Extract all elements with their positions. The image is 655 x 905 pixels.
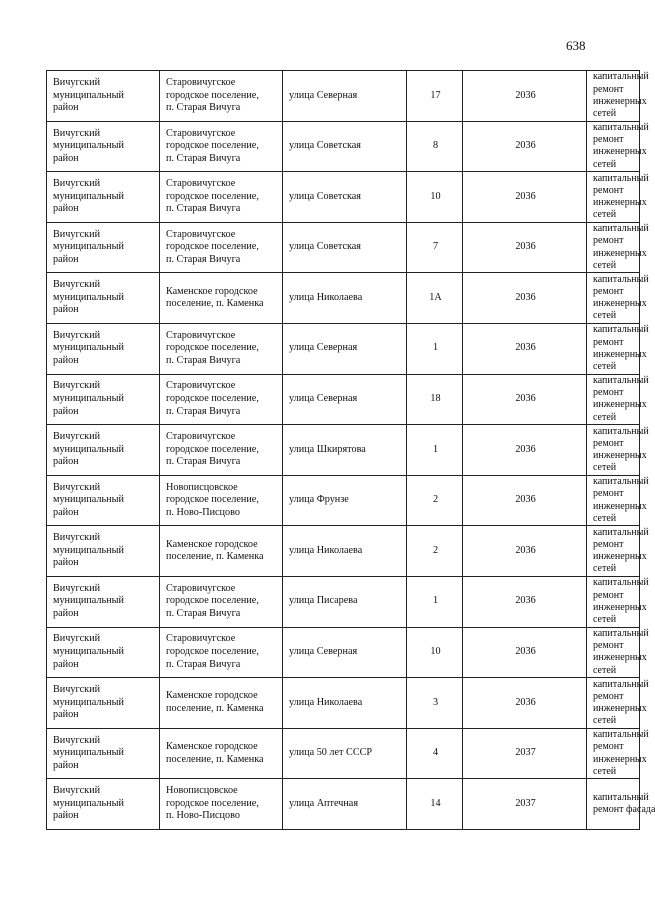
year-cell: 2036 xyxy=(463,71,587,122)
work-type-cell-line: инженерных xyxy=(593,601,647,613)
district-cell-line: район xyxy=(53,759,79,771)
settlement-cell xyxy=(160,779,283,830)
work-type-cell-line: инженерных xyxy=(593,399,647,411)
district-cell xyxy=(47,779,160,830)
settlement-cell xyxy=(160,273,283,324)
district-cell xyxy=(47,576,160,627)
work-type-cell xyxy=(587,425,649,476)
district-cell-line: Вичугский xyxy=(53,279,101,291)
settlement-cell-line: п. Старая Вичуга xyxy=(166,456,241,468)
settlement-cell-line: п. Старая Вичуга xyxy=(166,608,241,620)
work-type-cell-line: капитальный xyxy=(593,476,649,488)
district-cell-line: район xyxy=(53,658,79,670)
district-cell-line: Вичугский xyxy=(53,582,101,594)
settlement-cell-line: п. Старая Вичуга xyxy=(166,102,241,114)
district-cell-line: муниципальный xyxy=(53,747,124,759)
settlement-cell xyxy=(160,475,283,526)
work-type-cell-line: ремонт xyxy=(593,387,624,399)
street-cell: улица Северная xyxy=(283,323,407,374)
year-cell: 2037 xyxy=(463,779,587,830)
street-cell: улица Шкирятова xyxy=(283,425,407,476)
street-cell: улица Советская xyxy=(283,222,407,273)
table-body xyxy=(47,71,655,830)
house-number-cell: 10 xyxy=(407,172,463,223)
work-type-cell-line: капитальный xyxy=(593,577,649,589)
work-type-cell-line: капитальный xyxy=(593,121,649,133)
settlement-cell-line: городское поселение, xyxy=(166,89,259,101)
district-cell-line: муниципальный xyxy=(53,241,124,253)
street-cell: улица Писарева xyxy=(283,576,407,627)
settlement-cell-line: Новописцовское xyxy=(166,785,238,797)
work-type-cell-line: ремонт xyxy=(593,589,624,601)
house-number-cell: 17 xyxy=(407,71,463,122)
settlement-cell-line: городское поселение, xyxy=(166,393,259,405)
district-cell-line: муниципальный xyxy=(53,595,124,607)
table-row xyxy=(47,121,640,172)
district-cell-line: район xyxy=(53,203,79,215)
street-cell: улица Николаева xyxy=(283,273,407,324)
settlement-cell-line: Старовичугское xyxy=(166,329,236,341)
year-cell: 2036 xyxy=(463,678,587,729)
district-cell-line: муниципальный xyxy=(53,443,124,455)
settlement-cell-line: Каменское городское xyxy=(166,740,258,752)
table-row xyxy=(47,475,640,526)
house-number-cell: 4 xyxy=(407,728,463,779)
district-cell-line: Вичугский xyxy=(53,633,101,645)
settlement-cell-line: Старовичугское xyxy=(166,127,236,139)
district-cell-line: муниципальный xyxy=(53,89,124,101)
district-cell-line: район xyxy=(53,557,79,569)
work-type-cell-line: капитальный xyxy=(593,324,649,336)
settlement-cell-line: Старовичугское xyxy=(166,633,236,645)
work-type-cell xyxy=(587,121,649,172)
street-cell: улица Северная xyxy=(283,71,407,122)
district-cell xyxy=(47,475,160,526)
district-cell-line: район xyxy=(53,506,79,518)
settlement-cell-line: п. Ново-Писцово xyxy=(166,506,240,518)
settlement-cell-line: поселение, п. Каменка xyxy=(166,551,264,563)
work-type-cell-line: сетей xyxy=(593,411,617,423)
settlement-cell xyxy=(160,323,283,374)
district-cell xyxy=(47,121,160,172)
work-type-cell-line: сетей xyxy=(593,715,617,727)
work-type-cell-line: инженерных xyxy=(593,146,647,158)
settlement-cell-line: п. Ново-Писцово xyxy=(166,810,240,822)
settlement-cell-line: Старовичугское xyxy=(166,380,236,392)
year-cell: 2036 xyxy=(463,425,587,476)
settlement-cell xyxy=(160,71,283,122)
settlement-cell-line: п. Старая Вичуга xyxy=(166,658,241,670)
work-type-cell-line: сетей xyxy=(593,310,617,322)
work-type-cell-line: инженерных xyxy=(593,298,647,310)
work-type-cell-line: сетей xyxy=(593,765,617,777)
work-type-cell-line: капитальный xyxy=(593,526,649,538)
table-row xyxy=(47,728,640,779)
work-type-cell-line: сетей xyxy=(593,209,617,221)
district-cell-line: район xyxy=(53,709,79,721)
year-cell: 2036 xyxy=(463,627,587,678)
district-cell-line: район xyxy=(53,355,79,367)
table-row xyxy=(47,678,640,729)
house-number-cell: 1 xyxy=(407,576,463,627)
work-type-cell-line: сетей xyxy=(593,512,617,524)
district-cell-line: Вичугский xyxy=(53,734,101,746)
work-type-cell-line: инженерных xyxy=(593,652,647,664)
settlement-cell xyxy=(160,374,283,425)
table-row xyxy=(47,172,640,223)
table-row xyxy=(47,627,640,678)
district-cell-line: Вичугский xyxy=(53,785,101,797)
work-type-cell-line: капитальный xyxy=(593,223,649,235)
district-cell xyxy=(47,374,160,425)
house-number-cell: 7 xyxy=(407,222,463,273)
house-number-cell: 18 xyxy=(407,374,463,425)
district-cell-line: муниципальный xyxy=(53,393,124,405)
work-type-cell xyxy=(587,627,649,678)
district-cell-line: район xyxy=(53,456,79,468)
settlement-cell-line: поселение, п. Каменка xyxy=(166,753,264,765)
year-cell: 2036 xyxy=(463,526,587,577)
settlement-cell xyxy=(160,222,283,273)
district-cell xyxy=(47,425,160,476)
house-number-cell: 1 xyxy=(407,323,463,374)
table-row xyxy=(47,779,640,830)
work-type-cell-line: ремонт фасада xyxy=(593,804,655,816)
street-cell: улица Советская xyxy=(283,172,407,223)
year-cell: 2036 xyxy=(463,172,587,223)
district-cell xyxy=(47,71,160,122)
house-number-cell: 10 xyxy=(407,627,463,678)
settlement-cell xyxy=(160,526,283,577)
work-type-cell-line: инженерных xyxy=(593,95,647,107)
house-number-cell: 2 xyxy=(407,526,463,577)
work-type-cell xyxy=(587,374,649,425)
work-type-cell-line: ремонт xyxy=(593,83,624,95)
street-cell: улица Северная xyxy=(283,374,407,425)
work-type-cell xyxy=(587,526,649,577)
settlement-cell-line: Новописцовское xyxy=(166,481,238,493)
table-row xyxy=(47,374,640,425)
work-type-cell-line: капитальный xyxy=(593,425,649,437)
work-type-cell-line: ремонт xyxy=(593,134,624,146)
work-type-cell-line: ремонт xyxy=(593,741,624,753)
work-type-cell-line: капитальный xyxy=(593,374,649,386)
table-row xyxy=(47,425,640,476)
year-cell: 2036 xyxy=(463,222,587,273)
district-cell xyxy=(47,728,160,779)
settlement-cell-line: Старовичугское xyxy=(166,178,236,190)
work-type-cell-line: ремонт xyxy=(593,488,624,500)
work-type-cell xyxy=(587,273,649,324)
work-type-cell-line: инженерных xyxy=(593,702,647,714)
house-number-cell: 8 xyxy=(407,121,463,172)
district-cell xyxy=(47,273,160,324)
district-cell xyxy=(47,172,160,223)
table-row xyxy=(47,273,640,324)
work-type-cell-line: инженерных xyxy=(593,500,647,512)
settlement-cell-line: п. Старая Вичуга xyxy=(166,152,241,164)
settlement-cell-line: Старовичугское xyxy=(166,76,236,88)
district-cell-line: муниципальный xyxy=(53,797,124,809)
work-type-cell-line: ремонт xyxy=(593,640,624,652)
settlement-cell-line: городское поселение, xyxy=(166,140,259,152)
district-cell-line: район xyxy=(53,102,79,114)
work-type-cell-line: ремонт xyxy=(593,285,624,297)
district-cell-line: муниципальный xyxy=(53,140,124,152)
street-cell: улица Северная xyxy=(283,627,407,678)
year-cell: 2037 xyxy=(463,728,587,779)
work-type-cell-line: ремонт xyxy=(593,235,624,247)
settlement-cell xyxy=(160,121,283,172)
work-type-cell-line: сетей xyxy=(593,158,617,170)
district-cell-line: муниципальный xyxy=(53,342,124,354)
work-type-cell-line: инженерных xyxy=(593,196,647,208)
house-number-cell: 1 xyxy=(407,425,463,476)
work-type-cell-line: сетей xyxy=(593,360,617,372)
settlement-cell-line: п. Старая Вичуга xyxy=(166,253,241,265)
year-cell: 2036 xyxy=(463,273,587,324)
district-cell xyxy=(47,526,160,577)
settlement-cell xyxy=(160,728,283,779)
district-cell-line: район xyxy=(53,304,79,316)
work-type-cell-line: капитальный xyxy=(593,71,649,83)
settlement-cell xyxy=(160,627,283,678)
settlement-cell-line: поселение, п. Каменка xyxy=(166,298,264,310)
settlement-cell-line: Старовичугское xyxy=(166,582,236,594)
work-type-cell xyxy=(587,475,649,526)
settlement-cell xyxy=(160,172,283,223)
work-type-cell-line: ремонт xyxy=(593,690,624,702)
street-cell: улица Николаева xyxy=(283,526,407,577)
year-cell: 2036 xyxy=(463,475,587,526)
work-type-cell-line: ремонт xyxy=(593,336,624,348)
repair-schedule-table xyxy=(46,70,655,830)
district-cell-line: Вичугский xyxy=(53,76,101,88)
district-cell-line: муниципальный xyxy=(53,646,124,658)
district-cell xyxy=(47,678,160,729)
settlement-cell-line: Каменское городское xyxy=(166,285,258,297)
settlement-cell-line: городское поселение, xyxy=(166,190,259,202)
district-cell-line: район xyxy=(53,810,79,822)
year-cell: 2036 xyxy=(463,576,587,627)
work-type-cell-line: ремонт xyxy=(593,538,624,550)
district-cell-line: муниципальный xyxy=(53,291,124,303)
work-type-cell-line: сетей xyxy=(593,664,617,676)
work-type-cell-line: сетей xyxy=(593,613,617,625)
street-cell: улица Советская xyxy=(283,121,407,172)
settlement-cell-line: городское поселение, xyxy=(166,595,259,607)
district-cell-line: муниципальный xyxy=(53,494,124,506)
street-cell: улица Фрунзе xyxy=(283,475,407,526)
work-type-cell xyxy=(587,323,649,374)
year-cell: 2036 xyxy=(463,121,587,172)
work-type-cell-line: сетей xyxy=(593,108,617,119)
work-type-cell-line: капитальный xyxy=(593,273,649,285)
settlement-cell-line: городское поселение, xyxy=(166,443,259,455)
house-number-cell: 3 xyxy=(407,678,463,729)
house-number-cell: 1А xyxy=(407,273,463,324)
district-cell-line: Вичугский xyxy=(53,228,101,240)
settlement-cell xyxy=(160,576,283,627)
street-cell: улица 50 лет СССР xyxy=(283,728,407,779)
settlement-cell-line: п. Старая Вичуга xyxy=(166,355,241,367)
district-cell xyxy=(47,323,160,374)
work-type-cell-line: капитальный xyxy=(593,678,649,690)
settlement-cell-line: поселение, п. Каменка xyxy=(166,702,264,714)
work-type-cell-line: инженерных xyxy=(593,247,647,259)
settlement-cell-line: городское поселение, xyxy=(166,797,259,809)
table-row xyxy=(47,323,640,374)
work-type-cell-line: ремонт xyxy=(593,437,624,449)
work-type-cell-line: инженерных xyxy=(593,551,647,563)
work-type-cell-line: капитальный xyxy=(593,627,649,639)
district-cell xyxy=(47,222,160,273)
settlement-cell xyxy=(160,425,283,476)
work-type-cell-line: капитальный xyxy=(593,729,649,741)
work-type-cell xyxy=(587,576,649,627)
settlement-cell-line: городское поселение, xyxy=(166,342,259,354)
district-cell-line: Вичугский xyxy=(53,684,101,696)
house-number-cell: 14 xyxy=(407,779,463,830)
work-type-cell-line: капитальный xyxy=(593,172,649,184)
settlement-cell-line: Старовичугское xyxy=(166,431,236,443)
table-row xyxy=(47,526,640,577)
work-type-cell-line: сетей xyxy=(593,259,617,271)
settlement-cell-line: городское поселение, xyxy=(166,494,259,506)
district-cell-line: район xyxy=(53,405,79,417)
settlement-cell-line: п. Старая Вичуга xyxy=(166,405,241,417)
work-type-cell-line: инженерных xyxy=(593,449,647,461)
page-number: 638 xyxy=(566,38,586,53)
table-row xyxy=(47,71,640,122)
settlement-cell-line: Старовичугское xyxy=(166,228,236,240)
district-cell-line: Вичугский xyxy=(53,178,101,190)
district-cell-line: район xyxy=(53,253,79,265)
work-type-cell xyxy=(587,678,649,729)
work-type-cell xyxy=(587,728,649,779)
district-cell-line: район xyxy=(53,608,79,620)
district-cell-line: Вичугский xyxy=(53,431,101,443)
district-cell xyxy=(47,627,160,678)
street-cell: улица Аптечная xyxy=(283,779,407,830)
work-type-cell-line: инженерных xyxy=(593,348,647,360)
year-cell: 2036 xyxy=(463,374,587,425)
work-type-cell xyxy=(587,71,649,122)
district-cell-line: Вичугский xyxy=(53,329,101,341)
work-type-cell-line: сетей xyxy=(593,462,617,474)
settlement-cell xyxy=(160,678,283,729)
year-cell: 2036 xyxy=(463,323,587,374)
house-number-cell: 2 xyxy=(407,475,463,526)
district-cell-line: муниципальный xyxy=(53,544,124,556)
work-type-cell-line: инженерных xyxy=(593,753,647,765)
district-cell-line: Вичугский xyxy=(53,380,101,392)
work-type-cell xyxy=(587,172,649,223)
settlement-cell-line: Каменское городское xyxy=(166,538,258,550)
settlement-cell-line: городское поселение, xyxy=(166,241,259,253)
work-type-cell-line: капитальный xyxy=(593,791,649,803)
settlement-cell-line: п. Старая Вичуга xyxy=(166,203,241,215)
work-type-cell-line: ремонт xyxy=(593,184,624,196)
work-type-cell xyxy=(587,222,649,273)
district-cell-line: Вичугский xyxy=(53,532,101,544)
settlement-cell-line: городское поселение, xyxy=(166,646,259,658)
district-cell-line: муниципальный xyxy=(53,190,124,202)
settlement-cell-line: Каменское городское xyxy=(166,690,258,702)
work-type-cell-line: сетей xyxy=(593,563,617,575)
district-cell-line: Вичугский xyxy=(53,127,101,139)
table-row xyxy=(47,576,640,627)
district-cell-line: район xyxy=(53,152,79,164)
district-cell-line: Вичугский xyxy=(53,481,101,493)
street-cell: улица Николаева xyxy=(283,678,407,729)
district-cell-line: муниципальный xyxy=(53,696,124,708)
work-type-cell xyxy=(587,779,655,830)
table-row xyxy=(47,222,640,273)
